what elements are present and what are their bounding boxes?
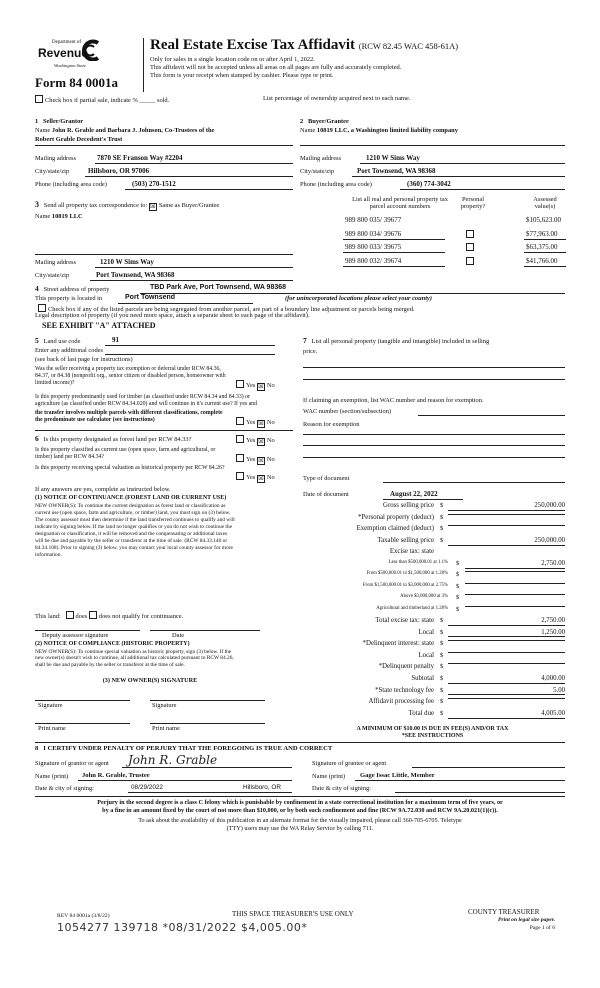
grantee-signature-label: Signature of grantee or agent	[312, 760, 387, 767]
underline	[90, 280, 293, 281]
tax-row-value[interactable]: 250,000.00	[448, 537, 565, 546]
grantor-name-field[interactable]: John R. Grable, Trustee	[82, 772, 150, 779]
tax-row-value[interactable]: 4,005.00	[448, 710, 565, 719]
title-statute: (RCW 82.45 WAC 458-61A)	[358, 41, 459, 51]
print-name-label: Print name	[38, 725, 66, 732]
seller-phone-label: Phone (including area code)	[35, 181, 107, 188]
tax-row-label: *Personal property (deduct)	[358, 513, 434, 521]
parcel-number: 989 800 035/ 39677	[345, 216, 402, 224]
grantor-signature-label: Signature of grantor or agent	[35, 760, 109, 767]
tax-row-label: Local	[418, 651, 434, 659]
grantor-date-field[interactable]: 08/29/2022	[131, 784, 163, 791]
does-checkbox[interactable]	[66, 611, 74, 619]
minimum-due-note: A MINIMUM OF $10.00 IS DUE IN FEE(S) AND/OR TAX	[356, 726, 509, 732]
tax-row-label: *Delinquent penalty	[378, 663, 434, 671]
parcel-number: 989 800 033/ 39675	[345, 243, 402, 251]
dollar-sign: $	[440, 698, 444, 706]
accessibility-line-2: (TTY) users may use the WA Relay Service by calling 711.	[226, 825, 374, 832]
tax-row-label: Subtotal	[411, 675, 434, 682]
assessed-value: $77,963.00	[526, 230, 558, 238]
tax-row-label: Less than $500,000.01 at 1.1%	[388, 560, 448, 565]
tax-row-value[interactable]	[448, 525, 565, 526]
tax-row-value[interactable]	[448, 698, 565, 699]
personal-property-line[interactable]	[303, 379, 565, 380]
underline	[343, 266, 445, 267]
logo-dept: Department of	[52, 40, 82, 45]
grantee-name-field[interactable]: Gage Issac Little, Member	[360, 772, 435, 779]
underline	[383, 499, 463, 500]
historic-yes-no[interactable]: Yes ☒ No	[236, 472, 275, 483]
see-back-note: (see back of last page for instructions)	[35, 356, 133, 363]
underline	[400, 189, 565, 190]
dollar-sign: $	[440, 686, 444, 694]
seller-city-label: City/state/zip	[35, 168, 70, 175]
personal-property-header: Personal property?	[460, 196, 486, 211]
signature-line	[35, 700, 130, 701]
tax-row-value[interactable]: 4,000.00	[448, 675, 565, 684]
tax-row-value[interactable]	[465, 571, 565, 572]
print-name-label: Print name	[152, 725, 180, 732]
assessed-value: $41,766.00	[526, 257, 558, 265]
dollar-sign: $	[440, 675, 444, 682]
seller-mail-label: Mailing address	[35, 155, 76, 162]
underline	[524, 239, 566, 240]
grantor-name-label: Name (print)	[35, 773, 69, 780]
signature-label: Signature	[38, 702, 63, 709]
page-number: Page 1 of 6	[529, 925, 555, 931]
historic-question: Is this property receiving special valuation as historical property per RCW 84.26?	[35, 465, 225, 471]
document-date-label: Date of document	[303, 491, 349, 498]
sec3-mail-field[interactable]: 1210 W Sims Way	[100, 258, 154, 266]
header-line2: This affidavit will not be accepted unless all areas on all pages are fully and accurately completed.	[150, 64, 402, 71]
dollar-sign: $	[440, 617, 444, 624]
underline	[95, 163, 293, 164]
parcel-number: 989 800 034/ 39676	[345, 230, 402, 238]
tax-row-value[interactable]: 2,750.00	[448, 617, 565, 626]
underline	[35, 254, 293, 255]
grantee-date-field[interactable]	[395, 792, 565, 793]
parcel-header: List all real and personal property tax parcel account numbers	[352, 196, 448, 211]
grantor-signature[interactable]: John R. Grable	[128, 753, 218, 767]
certify-statement: 8 I CERTIFY UNDER PENALTY OF PERJURY THAT THE FOREGOING IS TRUE AND CORRECT	[35, 745, 333, 752]
tax-row-label: Local	[418, 628, 434, 636]
tax-row-value[interactable]	[465, 583, 565, 584]
date-label: Date	[172, 632, 185, 639]
dollar-sign: $	[440, 628, 444, 636]
unincorporated-note: (for unincorporated locations please select your county)	[285, 295, 432, 302]
tax-row-label: Agricultural and timberland at 1.28%	[376, 605, 448, 611]
underline	[85, 176, 293, 177]
underline	[140, 293, 565, 294]
tax-row-value[interactable]	[448, 663, 565, 664]
deputy-label: Deputy assessor signature	[42, 632, 109, 639]
tax-row-label: Total due	[408, 709, 434, 717]
tax-row-label: *Delinquent interest: state	[362, 640, 434, 648]
personal-property-label: 7 List all personal property (tangible and intangible) included in selling	[303, 336, 490, 345]
signature-label: Signature	[152, 702, 177, 709]
personal-property-checkbox[interactable]	[466, 257, 474, 265]
logo-state: Washington State	[54, 63, 86, 68]
tax-row-label: Taxable selling price	[377, 536, 434, 544]
partial-sale-label: Check box if partial sale, indicate % _____ sold.	[45, 97, 170, 104]
tax-row-label: From $1,500,000.01 to $3,000,000 at 2.75%	[362, 582, 448, 588]
located-label: This property is located in	[35, 295, 103, 302]
ownership-note: List percentage of ownership acquired next to each name.	[263, 95, 411, 102]
notice-compliance-body: NEW OWNER(S): To continue special valuation as historic property, sign (3) below. If the new owner(s) doesn't wish to continue, all additional tax calculated pursuant to RCW 84.26, shall be due and payable by the seller or transferor at the time of sale.	[35, 649, 234, 668]
seller-city-field[interactable]: Hillsboro, OR 97006	[88, 167, 150, 175]
tax-row-label: *State technology fee	[375, 686, 434, 694]
tax-row-label: Exemption claimed (deduct)	[356, 525, 434, 533]
underline	[355, 780, 565, 781]
assessed-value: $105,623.00	[526, 216, 561, 224]
reason-line[interactable]	[303, 445, 565, 446]
document-date-field[interactable]: August 22, 2022	[390, 490, 438, 498]
divider	[35, 430, 293, 431]
forest-yes-no[interactable]: Yes ☒ No	[236, 435, 275, 446]
dollar-sign: $	[456, 560, 460, 567]
grantor-date-label: Date & city of signing:	[35, 785, 94, 792]
form-title	[150, 37, 458, 54]
tax-row-value[interactable]: 5.00	[448, 687, 565, 696]
grantee-date-label: Date & city of signing:	[312, 785, 371, 792]
forest-question: 6 Is this property designated as forest land per RCW 84.33?	[35, 434, 192, 443]
underline	[360, 163, 565, 164]
dollar-sign: $	[440, 651, 444, 659]
exemption-yes-no[interactable]: Yes ☒ No	[236, 380, 275, 391]
dollar-sign: $	[440, 640, 444, 648]
print-name-line	[35, 723, 130, 724]
tax-row-value[interactable]	[448, 640, 565, 641]
header-divider	[143, 38, 144, 92]
notice-compliance-title: (2) NOTICE OF COMPLIANCE (HISTORIC PROPERTY)	[35, 641, 190, 647]
sec3-name: Name 10819 LLC	[35, 213, 83, 220]
dollar-sign: $	[440, 502, 444, 509]
partial-sale-checkbox[interactable]	[35, 95, 169, 104]
underline	[128, 792, 292, 793]
perjury-line-2: by a fine in an amount fixed by the court of not more than $10,000, or by both such confinement and fine (RCW 9A.72.030 and RCW 9A.20.021(1)(c)).	[102, 807, 498, 814]
header-line1: Only for sales in a single location code on or after April 1, 2022.	[150, 56, 315, 63]
legal-description: SEE EXHIBIT "A" ATTACHED	[42, 321, 156, 330]
header-line3: This form is your receipt when stamped by cashier. Please type or print.	[150, 72, 334, 79]
buyer-heading: 2 Buyer/Grantee	[300, 118, 349, 125]
divider	[35, 742, 565, 743]
underline	[524, 266, 566, 267]
tax-row-label: Total excise tax: state	[375, 617, 434, 624]
document-type-label: Type of document	[303, 475, 350, 482]
dollar-sign: $	[456, 582, 460, 590]
reason-line[interactable]	[303, 434, 565, 435]
seller-name-2: Robert Grable Decedent's Trust	[35, 136, 123, 143]
tax-row-value[interactable]	[465, 606, 565, 607]
underline	[524, 252, 566, 253]
accessibility-line-1: To ask about the availability of this publication in an alternate format for the visually impaired, please call 360-705-6705. Teletype	[138, 817, 462, 824]
county-treasurer-label: COUNTY TREASURER	[468, 908, 540, 916]
buyer-city-label: City/state/zip	[300, 168, 335, 175]
tax-row-value[interactable]	[465, 594, 565, 595]
excise-tax-label: Excise tax: state	[389, 548, 434, 556]
seller-phone-field[interactable]: (503) 270-1512	[132, 180, 176, 188]
logo-text: Revenue	[38, 46, 89, 60]
document-type-field[interactable]	[383, 482, 565, 483]
personal-property-checkbox[interactable]	[466, 230, 474, 238]
grantor-city-field[interactable]: Hillsboro, OR	[243, 784, 281, 791]
dollar-sign: $	[440, 513, 444, 521]
dollar-sign: $	[440, 525, 444, 533]
underline	[95, 267, 293, 268]
tax-row-label: Affidavit processing fee	[368, 698, 434, 706]
tax-row-label: From $500,000.01 to $1,500,000 at 1.28%	[366, 571, 448, 577]
reason-line[interactable]	[303, 457, 565, 458]
buyer-mail-label: Mailing address	[300, 155, 341, 162]
seller-mail-field[interactable]: 7870 SE Franson Way #2204	[97, 154, 183, 162]
new-owner-signature-title: (3) NEW OWNER(S) SIGNATURE	[102, 677, 198, 684]
current-use-yes-no[interactable]: Yes ☒ No	[236, 454, 275, 465]
dollar-sign: $	[440, 663, 444, 671]
form-number: Form 84 0001a	[35, 75, 119, 90]
underline	[343, 239, 445, 240]
dollar-sign: $	[440, 536, 444, 544]
signature-line	[150, 700, 265, 701]
buyer-city-field[interactable]: Port Townsend, WA 98368	[357, 167, 436, 175]
deputy-signature-line	[35, 630, 140, 631]
tax-row-value[interactable]: 1,250.00	[448, 629, 565, 638]
street-field[interactable]: TBD Park Ave, Port Townsend, WA 98368	[150, 284, 287, 291]
location-field[interactable]: Port Townsend	[125, 294, 176, 301]
personal-property-checkbox[interactable]	[466, 243, 474, 251]
wac-field[interactable]	[418, 415, 565, 416]
grantee-name-label: Name (print)	[312, 773, 346, 780]
dollar-sign: $	[456, 571, 460, 579]
tax-row-label: Above $3,000,000 at 3%	[400, 594, 448, 600]
assessed-value: $63,375.00	[526, 243, 558, 251]
personal-property-line[interactable]	[303, 367, 565, 368]
assessed-value-header: Assessed value(s)	[533, 196, 557, 211]
land-use-field[interactable]: 91	[112, 336, 119, 344]
sec3-city-field[interactable]: Port Townsend, WA 98368	[96, 271, 175, 279]
does-not-checkbox[interactable]	[89, 611, 97, 619]
treasurer-use-label: THIS SPACE TREASURER'S USE ONLY	[232, 910, 354, 918]
parcel-number: 989 800 032/ 39674	[345, 257, 402, 265]
segregate-checkbox[interactable]: Check box if any of the listed parcels are being segregated from another parcel, are part of a boundary line adjustment or parcels being merged.	[38, 304, 415, 313]
underline	[343, 252, 445, 253]
dollar-sign: $	[440, 709, 444, 717]
personal-property-label-2: price.	[303, 348, 318, 355]
same-as-buyer-checkbox[interactable]: ☒	[150, 204, 156, 210]
notice-continuance-body: NEW OWNER(S): To continue the current designation as forest land or classification as current use (open space, farm and agriculture, or timber) land, you must sign on (3) below. The county assessor must then determine if the land transferred continues to qualify and will indicate by signing below. If the land no longer qualifies or you do not wish to continue the designation or classification, it will be removed and the compensating or additional taxes will be due and payable by the seller or transferor at the time of sale. (RCW 84.33.140 or 84.34.108). Prior to signing (3) below, you may contact your local county assessor for more information.	[35, 503, 235, 559]
current-use-question: Is this property classified as current use (open space, farm and agricultural, or timber) land per RCW 84.34?	[35, 447, 216, 460]
sec3-heading: 3 Send all property tax correspondence to: ☒ Same as Buyer/Grantee	[35, 200, 220, 210]
underline	[105, 354, 275, 355]
sec3-city-label: City/state/zip	[35, 272, 70, 279]
timber-question-2: the transfer involves multiple parcels with different classifications, complete the predominate use calculator (see instructions)	[35, 410, 223, 423]
sec3-mail-label: Mailing address	[35, 259, 76, 266]
wac-label: WAC number (section/subsection)	[303, 408, 392, 415]
logo-swoosh-icon	[80, 39, 102, 61]
legal-paper-note: Print on legal size paper.	[497, 917, 555, 923]
seller-heading: 1 Seller/Grantor	[35, 118, 84, 125]
dollar-sign: $	[456, 605, 460, 613]
exemption-question: Was the seller receiving a property tax exemption or deferral under RCW 84.36, 84.37, or 84.38 (nonprofit org., senior citizen or disabled person, homeowner with limited income)?	[35, 366, 226, 386]
date-line	[150, 630, 260, 631]
see-instructions-note: *SEE INSTRUCTIONS	[401, 733, 464, 739]
additional-codes-label: Enter any additional codes	[35, 347, 103, 354]
legal-description-label: Legal description of property (if you need more space, attach a separate sheet to each page of the affidavit).	[35, 312, 310, 319]
revision-code: REV 84 0001a (3/8/22)	[57, 913, 110, 919]
print-name-line	[150, 723, 265, 724]
grantee-signature-field[interactable]	[412, 767, 565, 768]
seller-name: Name John R. Grable and Barbara J. Johnson, Co-Trustees of the	[35, 127, 215, 134]
street-label: 4 Street address of property	[35, 284, 110, 293]
dollar-sign: $	[456, 594, 460, 602]
tax-row-label: Gross selling price	[383, 502, 434, 509]
divider	[300, 145, 565, 146]
tax-row-value[interactable]	[448, 652, 565, 653]
cashier-receipt-stamp: 1054277 139718 *08/31/2022 $4,005.00*	[57, 921, 308, 934]
underline	[125, 189, 293, 190]
underline	[122, 767, 292, 768]
divider	[35, 145, 293, 146]
notice-continuance-title: (1) NOTICE OF CONTINUANCE (FOREST LAND OR CURRENT USE)	[35, 495, 227, 501]
title-text: Real Estate Excise Tax Affidavit	[150, 37, 355, 53]
timber-question: Is this property predominantly used for timber (as classified under RCW 84.34 and 84.33) or agriculture (as classified under RCW 84.34.020) and will continue in it's current use? If yes and	[35, 394, 257, 407]
underline	[78, 780, 292, 781]
timber-yes-no[interactable]: Yes ☒ No	[236, 417, 275, 428]
tax-row-value[interactable]	[448, 514, 565, 515]
divider	[35, 796, 565, 797]
exemption-claim-note: If claiming an exemption, list WAC number and reason for exemption.	[303, 397, 484, 404]
tax-row-value[interactable]: 2,750.00	[465, 560, 565, 569]
reason-label: Reason for exemption	[303, 421, 360, 428]
buyer-phone-field[interactable]: (360) 774-3042	[407, 180, 451, 188]
land-use-label: 5 Land use code	[35, 336, 81, 345]
perjury-line-1: Perjury in the second degree is a class C felony which is punishable by confinement in a state correctional institution for a maximum term of five years, or	[97, 799, 503, 806]
tax-row-value[interactable]: 250,000.00	[448, 502, 565, 511]
buyer-mail-field[interactable]: 1210 W Sims Way	[366, 154, 420, 162]
buyer-phone-label: Phone (including area code)	[300, 181, 372, 188]
underline	[352, 176, 565, 177]
underline	[105, 345, 275, 346]
buyer-name: Name 10819 LLC, a Washington limited liability company	[300, 127, 458, 134]
if-yes-note: If any answers are yes, complete as instructed below.	[35, 486, 171, 493]
this-land-row: This land: does does not qualify for continuance.	[35, 613, 184, 620]
